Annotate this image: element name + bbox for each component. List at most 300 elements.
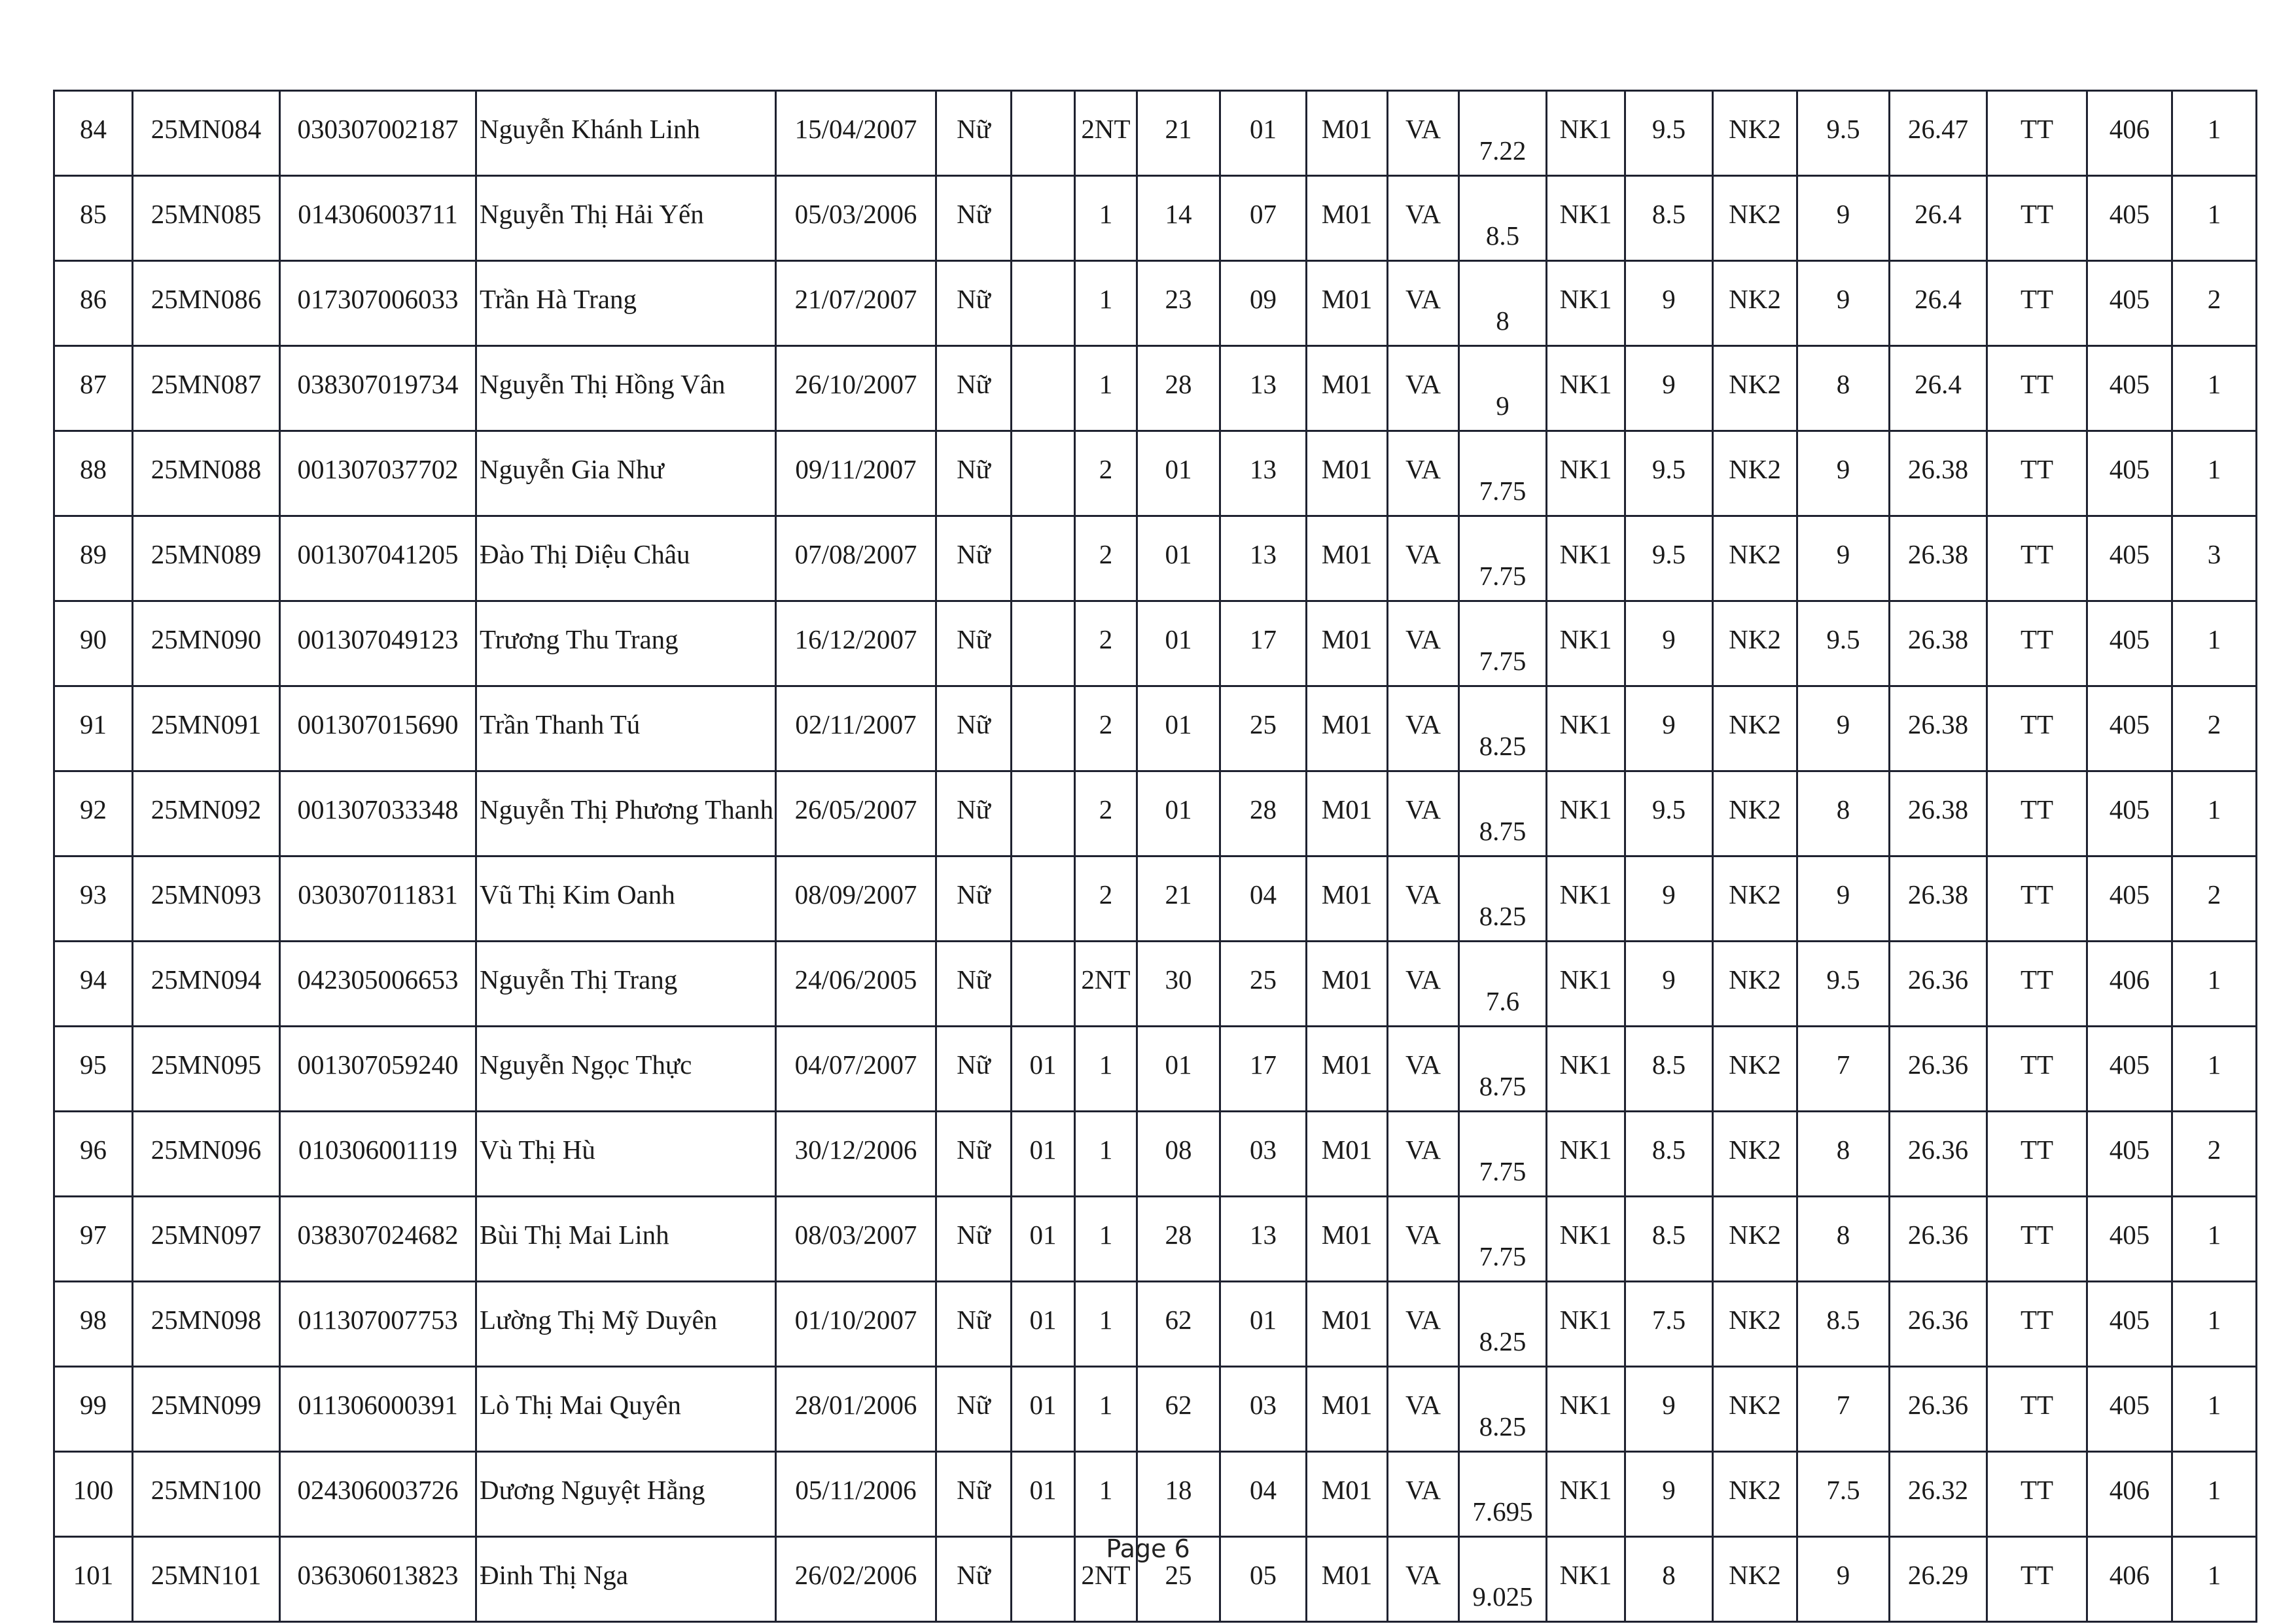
cell-text: 01	[1029, 1135, 1057, 1165]
cell-ma-tinh	[1137, 1282, 1220, 1367]
cell-doi-tuong	[1012, 942, 1075, 1027]
cell-ket-qua	[1987, 91, 2087, 176]
cell-text: VA	[1405, 709, 1441, 739]
cell-text: 07	[1250, 199, 1277, 229]
cell-ma-truong	[1220, 1282, 1307, 1367]
cell-nk2-label	[1713, 346, 1797, 431]
cell-text: 8	[1836, 1220, 1850, 1250]
cell-ket-qua	[1987, 1197, 2087, 1282]
cell-gioi-tinh	[936, 1197, 1012, 1282]
cell-diem-mon	[1459, 91, 1547, 176]
cell-nguyen-vong	[2172, 1197, 2257, 1282]
cell-ma-tinh	[1137, 1112, 1220, 1197]
cell-nk2-label	[1713, 1452, 1797, 1537]
cell-text: 7.5	[1826, 1475, 1860, 1505]
cell-ngay-sinh	[776, 856, 936, 942]
cell-text: 7.22	[1479, 135, 1527, 166]
cell-text: 25MN100	[150, 1475, 262, 1505]
cell-khu-vuc	[1075, 91, 1137, 176]
cell-ma-nganh	[1307, 1367, 1388, 1452]
cell-text: 010306001119	[298, 1135, 457, 1165]
cell-text: 011306000391	[298, 1390, 458, 1420]
cell-ma-truong	[1220, 346, 1307, 431]
cell-sbd	[133, 1452, 280, 1537]
cell-text: NK2	[1729, 1050, 1781, 1080]
cell-text: 25MN093	[150, 879, 262, 909]
cell-cccd	[280, 1112, 476, 1197]
cell-text: NK1	[1559, 114, 1612, 144]
cell-text: 97	[80, 1220, 107, 1250]
cell-text: 1	[1099, 369, 1113, 399]
cell-nk2	[1797, 1112, 1890, 1197]
cell-tong-diem	[1890, 91, 1987, 176]
cell-nk2-label	[1713, 431, 1797, 516]
cell-text: 405	[2109, 1135, 2150, 1165]
cell-nk2-label	[1713, 1027, 1797, 1112]
cell-text: 1	[2207, 1390, 2221, 1420]
cell-ma-nganh	[1307, 516, 1388, 601]
cell-text: VA	[1405, 794, 1441, 824]
cell-gioi-tinh	[936, 942, 1012, 1027]
cell-text: 7.6	[1485, 986, 1520, 1016]
cell-text: 25	[1165, 1560, 1192, 1590]
cell-text: Đinh Thị Nga	[480, 1560, 629, 1590]
cell-text: 8.5	[1651, 1220, 1686, 1250]
cell-nguyen-vong	[2172, 1112, 2257, 1197]
cell-text: 9	[1836, 199, 1850, 229]
cell-cccd	[280, 176, 476, 261]
cell-ma-to-hop	[2087, 1367, 2172, 1452]
cell-nk1	[1625, 516, 1713, 601]
cell-text: M01	[1321, 539, 1373, 569]
cell-nk2-label	[1713, 1112, 1797, 1197]
cell-ho-ten	[476, 1367, 776, 1452]
cell-text: 9.5	[1826, 114, 1860, 144]
cell-mon	[1388, 771, 1459, 856]
cell-text: Nguyễn Thị Trang	[480, 964, 678, 995]
cell-text: 8	[1496, 306, 1510, 336]
cell-nk2-label	[1713, 1197, 1797, 1282]
cell-text: Nữ	[957, 1390, 991, 1420]
cell-text: 001307033348	[297, 794, 459, 824]
cell-text: TT	[2020, 114, 2054, 144]
cell-text: 1	[1099, 284, 1113, 314]
cell-text: TT	[2020, 794, 2054, 824]
cell-text: NK1	[1559, 284, 1612, 314]
cell-text: 25MN084	[150, 114, 262, 144]
cell-ma-to-hop	[2087, 942, 2172, 1027]
cell-text: NK1	[1559, 964, 1612, 995]
cell-text: 05	[1250, 1560, 1277, 1590]
cell-text: NK2	[1729, 539, 1781, 569]
cell-text: NK2	[1729, 1560, 1781, 1590]
cell-text: Nữ	[957, 709, 991, 739]
cell-nk1-label	[1547, 601, 1625, 686]
cell-text: 7.75	[1479, 1156, 1527, 1186]
cell-ma-tinh	[1137, 942, 1220, 1027]
cell-text: 01	[1029, 1305, 1057, 1335]
cell-nk1-label	[1547, 176, 1625, 261]
cell-nk2-label	[1713, 601, 1797, 686]
cell-mon	[1388, 601, 1459, 686]
cell-stt	[54, 431, 133, 516]
cell-ma-truong	[1220, 516, 1307, 601]
cell-nk1	[1625, 1027, 1713, 1112]
cell-mon	[1388, 346, 1459, 431]
cell-text: Nữ	[957, 1135, 991, 1165]
cell-text: 2	[1099, 709, 1113, 739]
cell-doi-tuong	[1012, 601, 1075, 686]
cell-text: 26.38	[1907, 794, 1969, 824]
cell-tong-diem	[1890, 1112, 1987, 1197]
cell-nk1-label	[1547, 942, 1625, 1027]
cell-ma-nganh	[1307, 771, 1388, 856]
cell-mon	[1388, 91, 1459, 176]
cell-text: 1	[1099, 1390, 1113, 1420]
cell-ho-ten	[476, 431, 776, 516]
cell-text: M01	[1321, 964, 1373, 995]
cell-khu-vuc	[1075, 686, 1137, 771]
cell-text: 017307006033	[297, 284, 459, 314]
cell-khu-vuc	[1075, 1112, 1137, 1197]
cell-text: VA	[1405, 1390, 1441, 1420]
cell-text: 1	[2207, 1475, 2221, 1505]
cell-text: 1	[1099, 199, 1113, 229]
cell-text: 01	[1029, 1475, 1057, 1505]
cell-text: NK1	[1559, 709, 1612, 739]
cell-text: 2	[1099, 454, 1113, 484]
cell-ma-tinh	[1137, 1027, 1220, 1112]
cell-text: NK2	[1729, 1135, 1781, 1165]
cell-nk1	[1625, 856, 1713, 942]
cell-doi-tuong	[1012, 516, 1075, 601]
cell-sbd	[133, 1197, 280, 1282]
cell-ket-qua	[1987, 686, 2087, 771]
cell-text: Nữ	[957, 1220, 991, 1250]
cell-nk1	[1625, 1367, 1713, 1452]
cell-text: Lò Thị Mai Quyên	[480, 1390, 681, 1420]
cell-text: 01	[1165, 624, 1192, 654]
cell-cccd	[280, 516, 476, 601]
cell-mon	[1388, 431, 1459, 516]
cell-ngay-sinh	[776, 431, 936, 516]
cell-text: Nữ	[957, 284, 991, 314]
cell-text: NK1	[1559, 1390, 1612, 1420]
cell-text: 7.75	[1479, 561, 1527, 591]
cell-text: TT	[2020, 1475, 2054, 1505]
cell-text: 1	[1099, 1305, 1113, 1335]
cell-nk2	[1797, 261, 1890, 346]
cell-text: 25MN091	[150, 709, 262, 739]
cell-text: 25MN088	[150, 454, 262, 484]
cell-text: 98	[80, 1305, 107, 1335]
cell-text: 038307019734	[297, 369, 459, 399]
cell-ma-to-hop	[2087, 346, 2172, 431]
cell-text: VA	[1405, 1050, 1441, 1080]
cell-text: 9.5	[1826, 624, 1860, 654]
cell-text: 18	[1165, 1475, 1192, 1505]
cell-text: 28/01/2006	[794, 1390, 917, 1420]
cell-text: 2	[2207, 709, 2221, 739]
cell-nk1-label	[1547, 771, 1625, 856]
cell-text: M01	[1321, 369, 1373, 399]
cell-ho-ten	[476, 1197, 776, 1282]
cell-ma-tinh	[1137, 1197, 1220, 1282]
cell-stt	[54, 601, 133, 686]
cell-text: 21	[1165, 114, 1192, 144]
cell-nk1-label	[1547, 431, 1625, 516]
cell-sbd	[133, 856, 280, 942]
cell-nk2	[1797, 1282, 1890, 1367]
cell-text: 04	[1250, 879, 1277, 909]
cell-khu-vuc	[1075, 261, 1137, 346]
cell-mon	[1388, 1367, 1459, 1452]
cell-text: 9	[1836, 539, 1850, 569]
cell-gioi-tinh	[936, 1367, 1012, 1452]
cell-text: NK2	[1729, 709, 1781, 739]
cell-text: 94	[80, 964, 107, 995]
cell-ngay-sinh	[776, 346, 936, 431]
cell-text: 2NT	[1081, 1560, 1131, 1590]
cell-stt	[54, 1197, 133, 1282]
cell-text: NK1	[1559, 1135, 1612, 1165]
cell-text: NK2	[1729, 369, 1781, 399]
cell-text: Nguyễn Khánh Linh	[480, 114, 701, 144]
cell-doi-tuong	[1012, 1452, 1075, 1537]
cell-tong-diem	[1890, 942, 1987, 1027]
cell-stt	[54, 1452, 133, 1537]
cell-text: 7.75	[1479, 476, 1527, 506]
cell-text: 7	[1836, 1390, 1850, 1420]
cell-text: 8.75	[1479, 1071, 1527, 1101]
cell-ma-to-hop	[2087, 516, 2172, 601]
cell-nk1-label	[1547, 1452, 1625, 1537]
table-row	[54, 1367, 2257, 1452]
cell-text: 93	[80, 879, 107, 909]
cell-ma-truong	[1220, 176, 1307, 261]
cell-mon	[1388, 1452, 1459, 1537]
cell-khu-vuc	[1075, 1367, 1137, 1452]
cell-nk2-label	[1713, 516, 1797, 601]
cell-diem-mon	[1459, 856, 1547, 942]
cell-sbd	[133, 516, 280, 601]
cell-text: 17	[1250, 1050, 1277, 1080]
cell-ma-tinh	[1137, 346, 1220, 431]
cell-text: M01	[1321, 879, 1373, 909]
cell-diem-mon	[1459, 431, 1547, 516]
cell-text: M01	[1321, 1560, 1373, 1590]
cell-text: NK2	[1729, 1475, 1781, 1505]
cell-ngay-sinh	[776, 601, 936, 686]
cell-gioi-tinh	[936, 516, 1012, 601]
cell-text: 03	[1250, 1390, 1277, 1420]
cell-text: 8.5	[1651, 1135, 1686, 1165]
cell-doi-tuong	[1012, 346, 1075, 431]
cell-stt	[54, 346, 133, 431]
cell-text: Nữ	[957, 369, 991, 399]
cell-text: TT	[2020, 199, 2054, 229]
cell-text: M01	[1321, 114, 1373, 144]
cell-ma-nganh	[1307, 346, 1388, 431]
cell-text: 86	[80, 284, 107, 314]
cell-ma-to-hop	[2087, 91, 2172, 176]
cell-text: TT	[2020, 964, 2054, 995]
cell-nk1-label	[1547, 261, 1625, 346]
cell-mon	[1388, 516, 1459, 601]
cell-text: 8.5	[1651, 1050, 1686, 1080]
cell-stt	[54, 856, 133, 942]
cell-ma-truong	[1220, 1027, 1307, 1112]
cell-khu-vuc	[1075, 601, 1137, 686]
cell-text: 25MN085	[150, 199, 262, 229]
cell-text: 1	[2207, 1305, 2221, 1335]
cell-text: M01	[1321, 1220, 1373, 1250]
cell-nk2	[1797, 856, 1890, 942]
cell-text: 405	[2109, 199, 2150, 229]
cell-text: 9.5	[1651, 454, 1686, 484]
cell-nk1	[1625, 1197, 1713, 1282]
cell-text: 07/08/2007	[794, 539, 917, 569]
table-row	[54, 176, 2257, 261]
cell-text: 14	[1165, 199, 1192, 229]
cell-tong-diem	[1890, 1197, 1987, 1282]
cell-text: Nữ	[957, 539, 991, 569]
cell-gioi-tinh	[936, 601, 1012, 686]
cell-doi-tuong	[1012, 686, 1075, 771]
cell-text: 30	[1165, 964, 1192, 995]
cell-ma-to-hop	[2087, 1282, 2172, 1367]
cell-ngay-sinh	[776, 1367, 936, 1452]
cell-doi-tuong	[1012, 1367, 1075, 1452]
cell-text: M01	[1321, 1135, 1373, 1165]
cell-text: Nguyễn Gia Như	[480, 454, 664, 484]
cell-text: 13	[1250, 454, 1277, 484]
cell-text: NK1	[1559, 539, 1612, 569]
cell-mon	[1388, 1282, 1459, 1367]
cell-ngay-sinh	[776, 686, 936, 771]
cell-mon	[1388, 261, 1459, 346]
cell-gioi-tinh	[936, 1452, 1012, 1537]
cell-tong-diem	[1890, 1282, 1987, 1367]
cell-sbd	[133, 1367, 280, 1452]
cell-text: VA	[1405, 964, 1441, 995]
cell-text: 1	[2207, 1220, 2221, 1250]
cell-text: Nguyễn Thị Hồng Vân	[480, 369, 726, 399]
cell-text: 95	[80, 1050, 107, 1080]
cell-nk1-label	[1547, 346, 1625, 431]
cell-text: 1	[2207, 369, 2221, 399]
cell-doi-tuong	[1012, 771, 1075, 856]
cell-nk1	[1625, 1112, 1713, 1197]
cell-nguyen-vong	[2172, 1452, 2257, 1537]
cell-text: TT	[2020, 1135, 2054, 1165]
cell-text: Nữ	[957, 114, 991, 144]
cell-text: NK1	[1559, 1475, 1612, 1505]
cell-text: 01	[1029, 1220, 1057, 1250]
table-row	[54, 856, 2257, 942]
cell-text: 25MN092	[150, 794, 262, 824]
cell-text: 9	[1662, 369, 1676, 399]
cell-nk2	[1797, 346, 1890, 431]
cell-text: 85	[80, 199, 107, 229]
cell-text: 26.36	[1907, 1220, 1969, 1250]
cell-text: 17	[1250, 624, 1277, 654]
cell-nguyen-vong	[2172, 91, 2257, 176]
cell-ho-ten	[476, 261, 776, 346]
cell-ma-tinh	[1137, 176, 1220, 261]
cell-text: TT	[2020, 539, 2054, 569]
cell-text: 8	[1836, 794, 1850, 824]
table-row	[54, 431, 2257, 516]
cell-text: NK1	[1559, 369, 1612, 399]
cell-text: 26.38	[1907, 539, 1969, 569]
cell-text: 99	[80, 1390, 107, 1420]
table-row	[54, 346, 2257, 431]
cell-nguyen-vong	[2172, 942, 2257, 1027]
cell-text: Nữ	[957, 964, 991, 995]
cell-stt	[54, 771, 133, 856]
cell-nk1	[1625, 346, 1713, 431]
cell-ho-ten	[476, 516, 776, 601]
cell-text: 8.25	[1479, 731, 1527, 761]
cell-text: 02/11/2007	[795, 709, 917, 739]
cell-nk2-label	[1713, 261, 1797, 346]
cell-text: VA	[1405, 1220, 1441, 1250]
cell-tong-diem	[1890, 516, 1987, 601]
cell-nguyen-vong	[2172, 431, 2257, 516]
cell-gioi-tinh	[936, 346, 1012, 431]
cell-gioi-tinh	[936, 771, 1012, 856]
cell-ma-to-hop	[2087, 261, 2172, 346]
cell-text: Lường Thị Mỹ Duyên	[480, 1305, 718, 1335]
cell-text: 1	[2207, 454, 2221, 484]
cell-tong-diem	[1890, 771, 1987, 856]
cell-text: Trần Hà Trang	[480, 284, 637, 314]
cell-nk2-label	[1713, 1282, 1797, 1367]
cell-text: 3	[2207, 539, 2221, 569]
cell-text: 405	[2109, 624, 2150, 654]
cell-text: M01	[1321, 1475, 1373, 1505]
cell-ma-nganh	[1307, 1197, 1388, 1282]
cell-nguyen-vong	[2172, 261, 2257, 346]
cell-cccd	[280, 601, 476, 686]
cell-nk2	[1797, 1197, 1890, 1282]
cell-text: Nữ	[957, 454, 991, 484]
cell-text: 7	[1836, 1050, 1850, 1080]
cell-nguyen-vong	[2172, 1027, 2257, 1112]
cell-nk1-label	[1547, 1367, 1625, 1452]
cell-text: TT	[2020, 369, 2054, 399]
cell-ma-to-hop	[2087, 1452, 2172, 1537]
cell-nguyen-vong	[2172, 771, 2257, 856]
cell-nguyen-vong	[2172, 176, 2257, 261]
cell-text: TT	[2020, 879, 2054, 909]
cell-cccd	[280, 1197, 476, 1282]
cell-text: 036306013823	[297, 1560, 459, 1590]
cell-text: 9	[1836, 879, 1850, 909]
cell-mon	[1388, 856, 1459, 942]
cell-text: 89	[80, 539, 107, 569]
cell-ma-to-hop	[2087, 1112, 2172, 1197]
cell-ngay-sinh	[776, 1112, 936, 1197]
cell-text: 2NT	[1081, 964, 1131, 995]
cell-cccd	[280, 1452, 476, 1537]
cell-ngay-sinh	[776, 942, 936, 1027]
cell-ngay-sinh	[776, 1027, 936, 1112]
cell-text: Vũ Thị Kim Oanh	[480, 879, 675, 909]
cell-text: NK1	[1559, 1560, 1612, 1590]
table-row	[54, 1282, 2257, 1367]
